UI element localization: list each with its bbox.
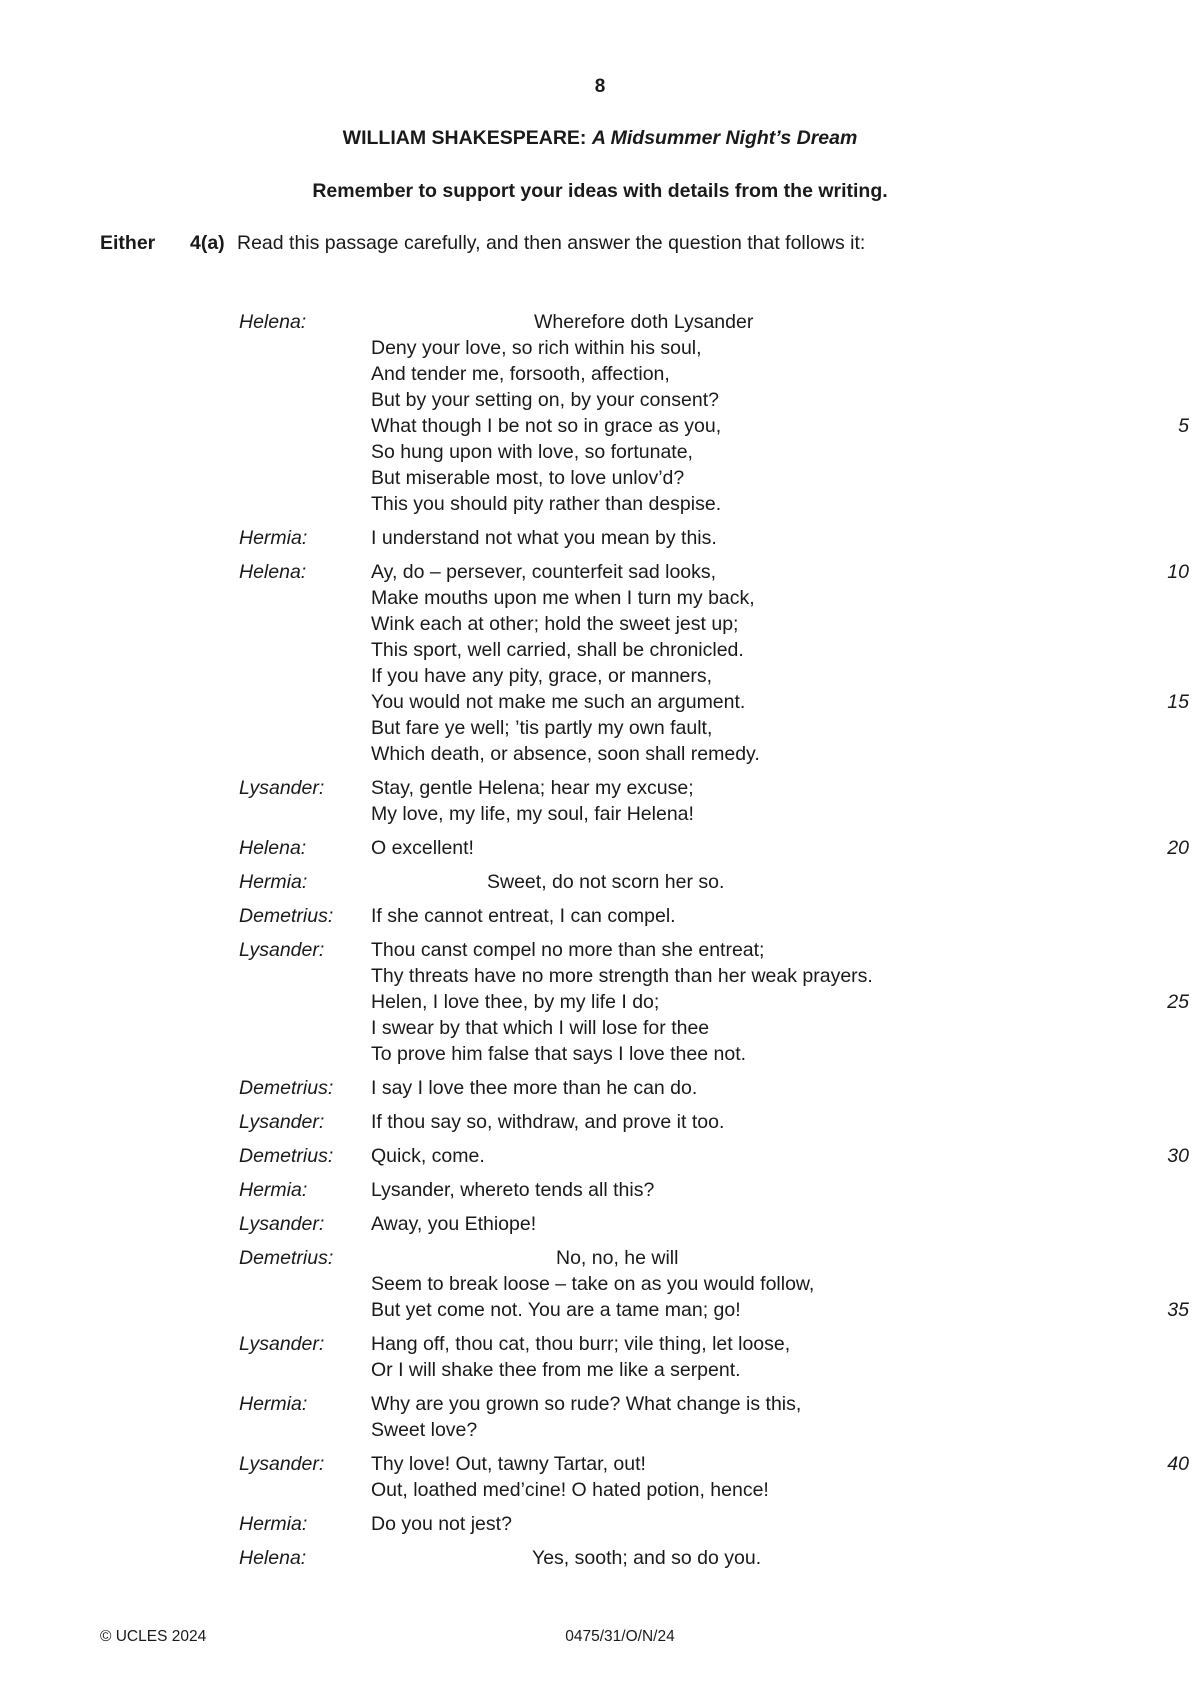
speaker-name: Hermia: xyxy=(239,527,308,549)
verse-line xyxy=(371,1177,1200,1203)
exam-code-text: 0475/31/O/N/24 xyxy=(565,1628,675,1645)
verse-line xyxy=(371,1245,1200,1271)
verse-line xyxy=(371,1271,1200,1297)
line-number: 30 xyxy=(1167,1145,1189,1167)
speaker-name: Lysander: xyxy=(239,939,325,961)
line-number: 5 xyxy=(1178,415,1189,437)
verse-text: Or I will shake thee from me like a serpent. xyxy=(371,1359,741,1381)
question-number: 4(a) xyxy=(190,232,225,254)
verse-line xyxy=(371,637,1200,663)
verse-text: So hung upon with love, so fortunate, xyxy=(371,441,693,463)
verse-text: O excellent! xyxy=(371,837,474,859)
verse-line xyxy=(371,1211,1200,1237)
verse-text: No, no, he will xyxy=(556,1247,679,1269)
verse-text: Make mouths upon me when I turn my back, xyxy=(371,587,755,609)
verse-line xyxy=(371,775,1200,801)
speaker-name: Hermia: xyxy=(239,1513,308,1535)
line-number: 15 xyxy=(1167,691,1189,713)
speaker-name: Hermia: xyxy=(239,1393,308,1415)
verse-text: Which death, or absence, soon shall remedy. xyxy=(371,743,760,765)
speaker-name: Hermia: xyxy=(239,1179,308,1201)
verse-text: This you should pity rather than despise. xyxy=(371,493,722,515)
line-number: 10 xyxy=(1167,561,1189,583)
verse-line xyxy=(371,439,1200,465)
verse-line xyxy=(371,1451,1200,1477)
verse-text: Helen, I love thee, by my life I do; xyxy=(371,991,660,1013)
verse-line xyxy=(371,963,1200,989)
verse-line xyxy=(371,801,1200,827)
speaker-name: Lysander: xyxy=(239,1111,325,1133)
speech-lines xyxy=(371,1075,1200,1101)
verse-line xyxy=(371,611,1200,637)
speech-lines xyxy=(371,309,1200,517)
verse-text: Sweet, do not scorn her so. xyxy=(487,871,725,893)
verse-line xyxy=(371,903,1200,929)
speech-block xyxy=(0,835,1200,861)
verse-text: Yes, sooth; and so do you. xyxy=(532,1547,762,1569)
reminder-instruction: Remember to support your ideas with details from the writing. xyxy=(312,180,888,202)
verse-text: If she cannot entreat, I can compel. xyxy=(371,905,676,927)
verse-text: Do you not jest? xyxy=(371,1513,512,1535)
speech-lines xyxy=(371,1177,1200,1203)
verse-text: If you have any pity, grace, or manners, xyxy=(371,665,713,687)
speech-lines xyxy=(371,903,1200,929)
verse-line xyxy=(371,585,1200,611)
speaker-name: Demetrius: xyxy=(239,1145,334,1167)
verse-line xyxy=(371,869,1200,895)
author-name: WILLIAM SHAKESPEARE: xyxy=(342,127,587,149)
verse-line xyxy=(371,989,1200,1015)
speech-lines xyxy=(371,937,1200,1067)
verse-line xyxy=(371,361,1200,387)
speech-lines xyxy=(371,1545,1200,1571)
verse-text: Deny your love, so rich within his soul, xyxy=(371,337,702,359)
verse-line xyxy=(371,1143,1200,1169)
speech-block xyxy=(0,1511,1200,1537)
speech-block xyxy=(0,525,1200,551)
verse-text: I say I love thee more than he can do. xyxy=(371,1077,698,1099)
verse-text: Wherefore doth Lysander xyxy=(534,311,754,333)
verse-text: Quick, come. xyxy=(371,1145,485,1167)
verse-line xyxy=(371,1297,1200,1323)
verse-line xyxy=(371,1417,1200,1443)
verse-line xyxy=(371,937,1200,963)
speaker-name: Helena: xyxy=(239,561,307,583)
verse-text: But fare ye well; ’tis partly my own fault, xyxy=(371,717,713,739)
speaker-name: Helena: xyxy=(239,311,307,333)
verse-line xyxy=(371,525,1200,551)
speaker-name: Demetrius: xyxy=(239,1077,334,1099)
verse-line xyxy=(371,663,1200,689)
verse-text: But miserable most, to love unlov’d? xyxy=(371,467,685,489)
speech-lines xyxy=(371,1109,1200,1135)
speech-block xyxy=(0,309,1200,517)
verse-line xyxy=(371,335,1200,361)
speech-lines xyxy=(371,1511,1200,1537)
speech-block xyxy=(0,1075,1200,1101)
verse-line xyxy=(371,1109,1200,1135)
speaker-name: Lysander: xyxy=(239,1213,325,1235)
verse-line xyxy=(371,1477,1200,1503)
verse-text: Why are you grown so rude? What change is this, xyxy=(371,1393,802,1415)
speech-block xyxy=(0,775,1200,827)
line-number: 25 xyxy=(1167,991,1189,1013)
speech-lines xyxy=(371,559,1200,767)
verse-text: Seem to break loose – take on as you would follow, xyxy=(371,1273,815,1295)
verse-text: Stay, gentle Helena; hear my excuse; xyxy=(371,777,694,799)
verse-line xyxy=(371,1545,1200,1571)
verse-line xyxy=(371,1331,1200,1357)
line-number: 40 xyxy=(1167,1453,1189,1475)
verse-line xyxy=(371,559,1200,585)
line-number: 20 xyxy=(1167,837,1189,859)
speaker-name: Lysander: xyxy=(239,1453,325,1475)
verse-text: Ay, do – persever, counterfeit sad looks, xyxy=(371,561,717,583)
speech-block xyxy=(0,1177,1200,1203)
verse-text: I understand not what you mean by this. xyxy=(371,527,717,549)
speech-lines xyxy=(371,869,1200,895)
speech-block xyxy=(0,1109,1200,1135)
verse-line xyxy=(371,689,1200,715)
verse-text: If thou say so, withdraw, and prove it too. xyxy=(371,1111,725,1133)
speech-lines xyxy=(371,1451,1200,1503)
speech-lines xyxy=(371,1211,1200,1237)
page-title xyxy=(0,127,1200,150)
line-number: 35 xyxy=(1167,1299,1189,1321)
verse-line xyxy=(371,1075,1200,1101)
speaker-name: Helena: xyxy=(239,1547,307,1569)
verse-text: You would not make me such an argument. xyxy=(371,691,746,713)
either-label: Either xyxy=(100,232,156,254)
speech-block xyxy=(0,1143,1200,1169)
verse-text: My love, my life, my soul, fair Helena! xyxy=(371,803,694,825)
speech-lines xyxy=(371,775,1200,827)
verse-line xyxy=(371,309,1200,335)
verse-line xyxy=(371,1511,1200,1537)
speech-block xyxy=(0,937,1200,1067)
speech-block xyxy=(0,869,1200,895)
speaker-name: Demetrius: xyxy=(239,1247,334,1269)
copyright-notice: © UCLES 2024 xyxy=(100,1628,207,1645)
verse-text: This sport, well carried, shall be chronicled. xyxy=(371,639,744,661)
speaker-name: Helena: xyxy=(239,837,307,859)
verse-line xyxy=(371,1015,1200,1041)
speech-block xyxy=(0,559,1200,767)
verse-text: Lysander, whereto tends all this? xyxy=(371,1179,655,1201)
verse-text: To prove him false that says I love thee not. xyxy=(371,1043,747,1065)
speech-lines xyxy=(371,1143,1200,1169)
verse-text: I swear by that which I will lose for thee xyxy=(371,1017,710,1039)
play-passage xyxy=(0,309,1200,1579)
verse-line xyxy=(371,1041,1200,1067)
verse-text: Wink each at other; hold the sweet jest up; xyxy=(371,613,739,635)
verse-line xyxy=(371,491,1200,517)
speech-lines xyxy=(371,835,1200,861)
verse-line xyxy=(371,387,1200,413)
verse-text: Hang off, thou cat, thou burr; vile thing, let loose, xyxy=(371,1333,791,1355)
verse-line xyxy=(371,1357,1200,1383)
speech-lines xyxy=(371,1331,1200,1383)
play-title: A Midsummer Night’s Dream xyxy=(591,127,858,149)
speaker-name: Demetrius: xyxy=(239,905,334,927)
verse-text: But by your setting on, by your consent? xyxy=(371,389,719,411)
verse-text: Away, you Ethiope! xyxy=(371,1213,537,1235)
verse-line xyxy=(371,741,1200,767)
verse-line xyxy=(371,715,1200,741)
speech-lines xyxy=(371,525,1200,551)
speech-block xyxy=(0,1245,1200,1323)
verse-text: Sweet love? xyxy=(371,1419,478,1441)
speaker-name: Lysander: xyxy=(239,1333,325,1355)
speech-block xyxy=(0,903,1200,929)
page-number: 8 xyxy=(594,76,606,97)
verse-text: Thy love! Out, tawny Tartar, out! xyxy=(371,1453,646,1475)
verse-line xyxy=(371,413,1200,439)
speaker-name: Lysander: xyxy=(239,777,325,799)
speech-lines xyxy=(371,1245,1200,1323)
verse-text: And tender me, forsooth, affection, xyxy=(371,363,670,385)
speech-block xyxy=(0,1451,1200,1503)
verse-text: Thou canst compel no more than she entreat; xyxy=(371,939,765,961)
verse-line xyxy=(371,465,1200,491)
verse-text: Thy threats have no more strength than her weak prayers. xyxy=(371,965,873,987)
speech-block xyxy=(0,1211,1200,1237)
speaker-name: Hermia: xyxy=(239,871,308,893)
verse-text: What though I be not so in grace as you, xyxy=(371,415,722,437)
exam-code xyxy=(0,1628,1200,1646)
speech-block xyxy=(0,1331,1200,1383)
speech-block xyxy=(0,1545,1200,1571)
verse-text: But yet come not. You are a tame man; go! xyxy=(371,1299,741,1321)
verse-text: Out, loathed med’cine! O hated potion, hence! xyxy=(371,1479,769,1501)
verse-line xyxy=(371,1391,1200,1417)
question-prompt: Read this passage carefully, and then answer the question that follows it: xyxy=(237,232,866,254)
verse-line xyxy=(371,835,1200,861)
speech-block xyxy=(0,1391,1200,1443)
speech-lines xyxy=(371,1391,1200,1443)
